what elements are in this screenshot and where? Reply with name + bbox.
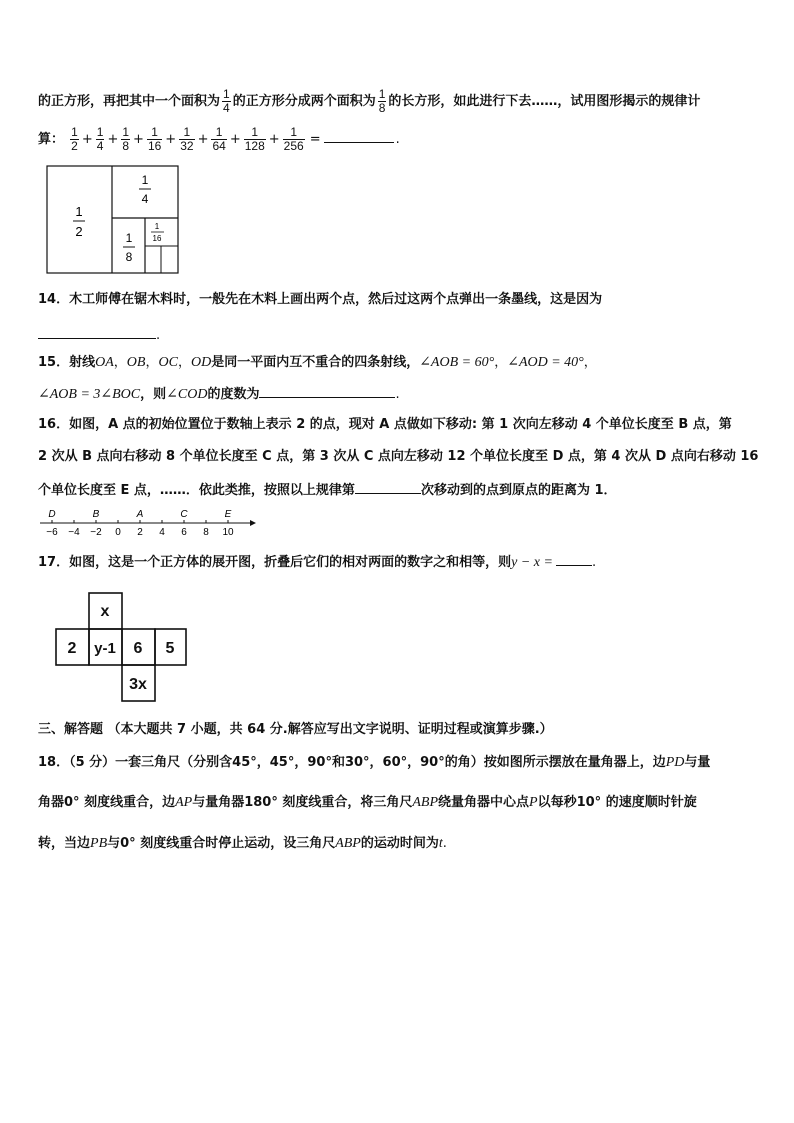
q13-text-c: 的长方形，如此进行下去……，试用图形揭示的规律计 <box>388 94 701 109</box>
q15-line2 <box>38 383 400 405</box>
q14-text: 木工师傅在锯木料时，一般先在木料上画出两个点，然后过这两个点弹出一条墨线，这是因为 <box>69 292 603 307</box>
answer-blank-16[interactable] <box>355 479 421 494</box>
section-3-text: 三、解答题 （本大题共 7 小题，共 64 分.解答应写出文字说明、证明过程或演算步骤.） <box>38 722 553 737</box>
cell-b: y-1 <box>94 640 116 657</box>
plus-sign: + <box>229 132 241 147</box>
q15-text-rays: 射线 <box>69 355 96 370</box>
sep: ， <box>145 355 159 370</box>
period: . <box>442 836 447 851</box>
q18-text-2c: 绕量角器中心点 <box>438 795 530 810</box>
sep: ， <box>113 355 127 370</box>
q18-text-3a: 转，当边 <box>38 836 91 851</box>
angle-relation: ∠AOB = 3∠BOC <box>38 387 141 402</box>
q14-line2 <box>38 324 160 346</box>
point-p: P <box>529 795 538 810</box>
q17-line <box>38 551 596 573</box>
axis-point-letter: C <box>180 509 188 520</box>
plus-sign: + <box>197 132 209 147</box>
plus-sign: + <box>133 132 144 147</box>
q18-text-2a: 角器0° 刻度线重合，边 <box>38 795 176 810</box>
expression-y-minus-x: y − x = <box>511 555 553 570</box>
sep: ， <box>494 355 508 370</box>
q18-line1 <box>38 753 710 773</box>
number-line <box>36 506 260 540</box>
cell-a: 2 <box>67 640 77 657</box>
axis-point-letter: E <box>224 509 232 520</box>
triangle-abp: ABP <box>412 795 439 810</box>
sum-term-fraction: $\frac{1}{128}$ <box>244 125 265 153</box>
cell-top: x <box>100 603 110 620</box>
q16-text-2: 2 次从 B 点向右移动 8 个单位长度至 C 点，第 3 次从 C 点向左移动 12 个单位长度至 D 点，第 4 次从 D 点向右移动 16 <box>38 449 759 464</box>
q18-line3 <box>38 834 447 854</box>
q14-line1 <box>38 290 602 310</box>
axis-tick-label: −6 <box>46 527 58 538</box>
axis-point-letter: D <box>48 509 56 520</box>
axis-tick-label: −4 <box>68 527 80 538</box>
period: . <box>156 328 161 343</box>
cube-net <box>54 592 188 704</box>
fraction-one-quarter: $\frac{1}{4}$ <box>223 87 230 115</box>
axis-tick-label: 0 <box>115 527 121 538</box>
answer-blank-14[interactable] <box>38 324 156 339</box>
q18-text-3c: 的运动时间为 <box>360 836 439 851</box>
time-t: t <box>438 836 443 851</box>
angle-cod: ∠COD <box>166 387 208 402</box>
q13-text-b: 的正方形分成两个面积为 <box>232 94 376 109</box>
answer-blank-13[interactable] <box>324 128 394 143</box>
axis-point-letter: B <box>92 509 100 520</box>
axis-tick-label: 2 <box>137 527 143 538</box>
q13-calc-label: 算： <box>38 132 65 147</box>
eighth-denominator: 8 <box>125 250 133 264</box>
sum-term-fraction: $\frac{1}{4}$ <box>96 125 104 153</box>
q18-text-1a: （5 分）一套三角尺（分别含45°，45°，90°和30°，60°，90°的角）按如图所示摆放在量角器上，边 <box>69 755 666 770</box>
q17-text: 如图，这是一个正方体的展开图，折叠后它们的相对两面的数字之和相等，则 <box>69 555 512 570</box>
q16-line1 <box>38 415 732 435</box>
q18-line2 <box>38 793 697 813</box>
period: . <box>395 387 400 402</box>
period: . <box>395 132 400 147</box>
q16-line2 <box>38 447 758 467</box>
q16-text-1: 如图，A 点的初始位置位于数轴上表示 2 的点，现对 A 点做如下移动: 第 1 次向左移动 4 个单位长度至 B 点，第 <box>69 417 732 432</box>
sum-term-fraction: $\frac{1}{2}$ <box>71 125 78 153</box>
q17-number: 17． <box>38 555 70 570</box>
sep: ， <box>583 355 597 370</box>
q14-number: 14． <box>38 292 70 307</box>
sixteenth-denominator: 16 <box>152 234 162 243</box>
q16-text-3a: 个单位长度至 E 点，……．依此类推，按照以上规律第 <box>38 483 355 498</box>
q18-text-2d: 以每秒10° 的速度顺时针旋 <box>537 795 697 810</box>
sum-term-fraction: $\frac{1}{16}$ <box>147 125 162 153</box>
q15-line1 <box>38 353 597 373</box>
q15-text-d: 的度数为 <box>207 387 260 402</box>
equals-sign: = <box>309 132 321 147</box>
edge-pd: PD <box>665 755 685 770</box>
ray-oc: OC <box>158 355 178 370</box>
square-division-figure <box>46 165 180 275</box>
angle-aob: ∠AOB = 60° <box>419 355 495 370</box>
axis-tick-label: 4 <box>159 527 165 538</box>
ray-ob: OB <box>126 355 146 370</box>
edge-pb: PB <box>90 836 108 851</box>
eighth-numerator: 1 <box>125 231 133 245</box>
plus-sign: + <box>81 132 93 147</box>
axis-tick-label: −2 <box>90 527 102 538</box>
q18-text-2b: 与量角器180° 刻度线重合，将三角尺 <box>192 795 413 810</box>
sum-expression <box>68 125 307 153</box>
plus-sign: + <box>268 132 280 147</box>
q13-sum-line <box>38 126 400 153</box>
answer-blank-17[interactable] <box>556 551 592 566</box>
angle-aod: ∠AOD = 40° <box>507 355 584 370</box>
axis-tick-label: 10 <box>222 527 234 538</box>
sum-term-fraction: $\frac{1}{8}$ <box>122 125 130 153</box>
axis-point-letter: A <box>136 509 144 520</box>
q15-text-c: ，则 <box>140 387 167 402</box>
q18-text-3b: 与0° 刻度线重合时停止运动，设三角尺 <box>107 836 336 851</box>
fraction-one-eighth: $\frac{1}{8}$ <box>378 87 386 115</box>
q16-number: 16． <box>38 417 70 432</box>
sum-term-fraction: $\frac{1}{256}$ <box>283 125 304 153</box>
edge-ap: AP <box>175 795 193 810</box>
q15-number: 15． <box>38 355 70 370</box>
sum-term-fraction: $\frac{1}{32}$ <box>180 125 194 153</box>
q15-text-b: 是同一平面内互不重合的四条射线， <box>211 355 420 370</box>
cell-d: 5 <box>165 640 175 657</box>
q16-line3 <box>38 479 617 501</box>
plus-sign: + <box>107 132 119 147</box>
cell-bottom: 3x <box>129 676 147 693</box>
axis-tick-label: 8 <box>203 527 209 538</box>
q18-text-1b: 与量 <box>684 755 711 770</box>
axis-tick-label: 6 <box>181 527 187 538</box>
answer-blank-15[interactable] <box>259 383 395 398</box>
triangle-abp-2: ABP <box>335 836 361 851</box>
q16-text-3b: 次移动到的点到原点的距离为 1． <box>420 483 617 498</box>
sum-term-fraction: $\frac{1}{64}$ <box>212 125 226 153</box>
q13-text-a: 的正方形，再把其中一个面积为 <box>38 94 221 109</box>
half-denominator: 2 <box>75 224 83 239</box>
half-numerator: 1 <box>75 204 83 219</box>
q18-number: 18． <box>38 755 70 770</box>
section-3-heading <box>38 720 553 740</box>
plus-sign: + <box>165 132 177 147</box>
quarter-numerator: 1 <box>141 173 149 187</box>
quarter-denominator: 4 <box>141 192 149 206</box>
sixteenth-numerator: 1 <box>154 222 160 231</box>
ray-oa: OA <box>95 355 114 370</box>
q13-line1 <box>38 88 700 115</box>
sep: ， <box>177 355 191 370</box>
cell-c: 6 <box>133 640 143 657</box>
ray-od: OD <box>190 355 212 370</box>
period: . <box>591 555 597 570</box>
